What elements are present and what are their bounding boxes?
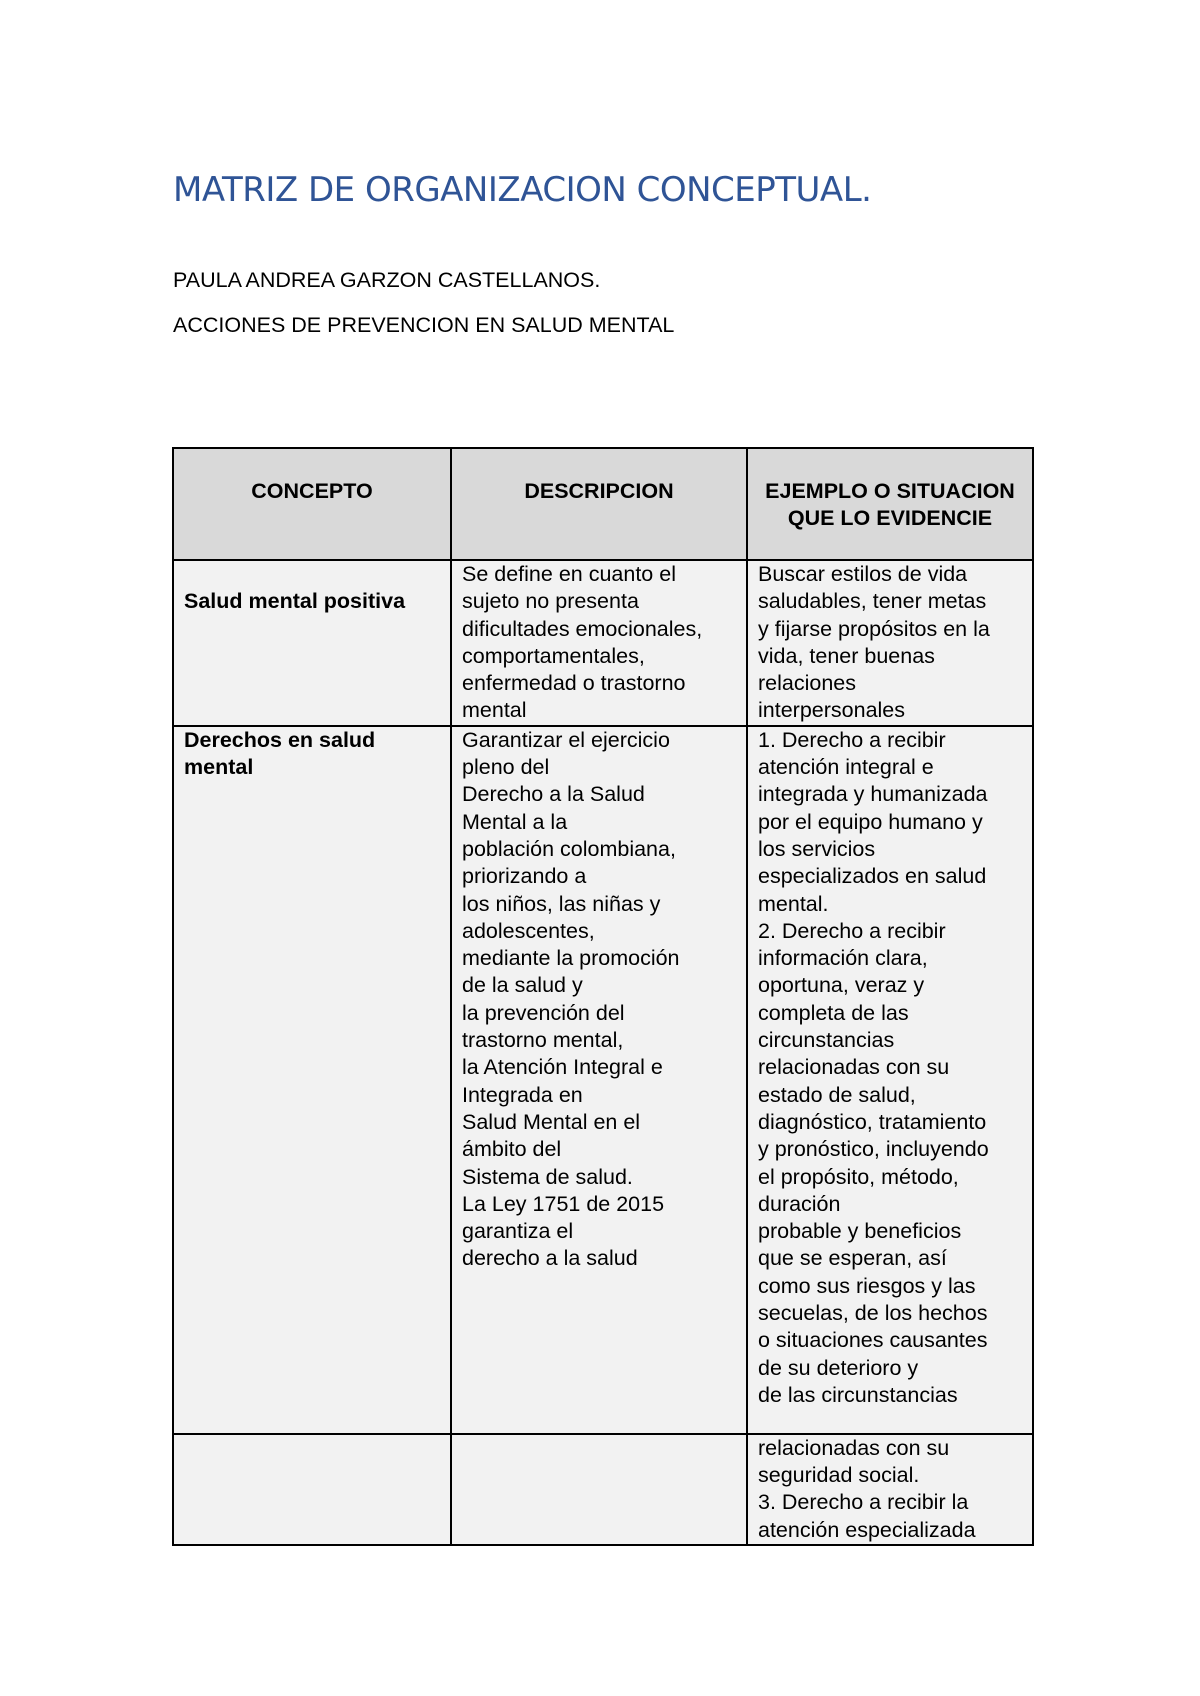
author-name: PAULA ANDREA GARZON CASTELLANOS.	[173, 268, 601, 292]
description-line: Mental a la	[462, 809, 568, 834]
example-line: o situaciones causantes	[758, 1328, 988, 1353]
description-line: adolescentes,	[462, 918, 595, 943]
example-line: los servicios	[758, 836, 876, 861]
concept-cell	[173, 1434, 451, 1545]
example-line: interpersonales	[758, 698, 906, 723]
example-line: 3. Derecho a recibir la	[758, 1490, 969, 1515]
example-line: seguridad social.	[758, 1463, 920, 1488]
description-line: Salud Mental en el	[462, 1109, 641, 1134]
description-line: ámbito del	[462, 1137, 562, 1162]
description-line: Garantizar el ejercicio	[462, 727, 670, 752]
description-line: priorizando a	[462, 864, 587, 889]
description-line: Integrada en	[462, 1082, 583, 1107]
example-line: relacionadas con su	[758, 1055, 950, 1080]
example-line: que se esperan, así	[758, 1246, 947, 1271]
example-line: duración	[758, 1191, 841, 1216]
header-descripcion: DESCRIPCION	[451, 448, 747, 560]
example-line: como sus riesgos y las	[758, 1273, 976, 1298]
description-line: Se define en cuanto el	[462, 562, 676, 586]
description-line: sujeto no presenta	[462, 589, 639, 614]
description-line: enfermedad o trastorno	[462, 671, 686, 696]
description-line: Derecho a la Salud	[462, 782, 645, 807]
example-cell	[747, 726, 1033, 1434]
description-cell	[451, 560, 747, 726]
description-cell	[451, 1434, 747, 1545]
description-line: los niños, las niñas y	[462, 891, 661, 916]
example-line: oportuna, veraz y	[758, 973, 925, 998]
example-line: estado de salud,	[758, 1082, 916, 1107]
example-line: 1. Derecho a recibir	[758, 727, 946, 752]
example-line: atención especializada	[758, 1517, 976, 1542]
description-line: población colombiana,	[462, 836, 676, 861]
description-line: mediante la promoción	[462, 946, 680, 971]
description-line: trastorno mental,	[462, 1028, 624, 1053]
table-row	[173, 1434, 1033, 1545]
example-line: Buscar estilos de vida	[758, 562, 968, 586]
concept-cell: Derechos en salud mental	[173, 726, 451, 1434]
example-line: saludables, tener metas	[758, 589, 987, 614]
example-line: 2. Derecho a recibir	[758, 918, 946, 943]
example-line: circunstancias	[758, 1028, 895, 1053]
description-cell	[451, 726, 747, 1434]
description-line: pleno del	[462, 755, 550, 780]
description-line: Sistema de salud.	[462, 1164, 633, 1189]
description-line: comportamentales,	[462, 643, 645, 668]
example-line: diagnóstico, tratamiento	[758, 1109, 987, 1134]
description-line: derecho a la salud	[462, 1246, 638, 1271]
header-concepto: CONCEPTO	[173, 448, 451, 560]
example-line: y fijarse propósitos en la	[758, 616, 990, 641]
example-line: de su deterioro y	[758, 1355, 919, 1380]
example-line: mental.	[758, 891, 829, 916]
example-line: información clara,	[758, 946, 928, 971]
example-cell	[747, 1434, 1033, 1545]
table-header-row	[173, 448, 1033, 560]
example-line: y pronóstico, incluyendo	[758, 1137, 989, 1162]
description-line: mental	[462, 698, 527, 723]
example-line: el propósito, método,	[758, 1164, 959, 1189]
description-line: la prevención del	[462, 1000, 625, 1025]
table-row	[173, 726, 1033, 1434]
example-line: de las circunstancias	[758, 1382, 958, 1407]
example-line: relaciones	[758, 671, 856, 696]
example-cell	[747, 560, 1033, 726]
example-line: especializados en salud	[758, 864, 987, 889]
description-line: dificultades emocionales,	[462, 616, 703, 641]
example-line: por el equipo humano y	[758, 809, 983, 834]
example-line: completa de las	[758, 1000, 909, 1025]
concept-cell: Salud mental positiva	[173, 560, 451, 726]
example-line: relacionadas con su	[758, 1435, 950, 1460]
example-line: vida, tener buenas	[758, 643, 935, 668]
document-subject: ACCIONES DE PREVENCION EN SALUD MENTAL	[173, 313, 675, 337]
example-line: integrada y humanizada	[758, 782, 988, 807]
conceptual-matrix-table	[172, 447, 1034, 1546]
header-ejemplo: EJEMPLO O SITUACION QUE LO EVIDENCIE	[747, 448, 1033, 560]
description-line: garantiza el	[462, 1219, 574, 1244]
example-line: atención integral e	[758, 755, 934, 780]
table-row	[173, 560, 1033, 726]
document-title: MATRIZ DE ORGANIZACION CONCEPTUAL.	[173, 170, 872, 210]
description-line: la Atención Integral e	[462, 1055, 663, 1080]
description-line: La Ley 1751 de 2015	[462, 1191, 665, 1216]
example-line: probable y beneficios	[758, 1219, 962, 1244]
description-line: de la salud y	[462, 973, 583, 998]
example-line: secuelas, de los hechos	[758, 1301, 988, 1326]
